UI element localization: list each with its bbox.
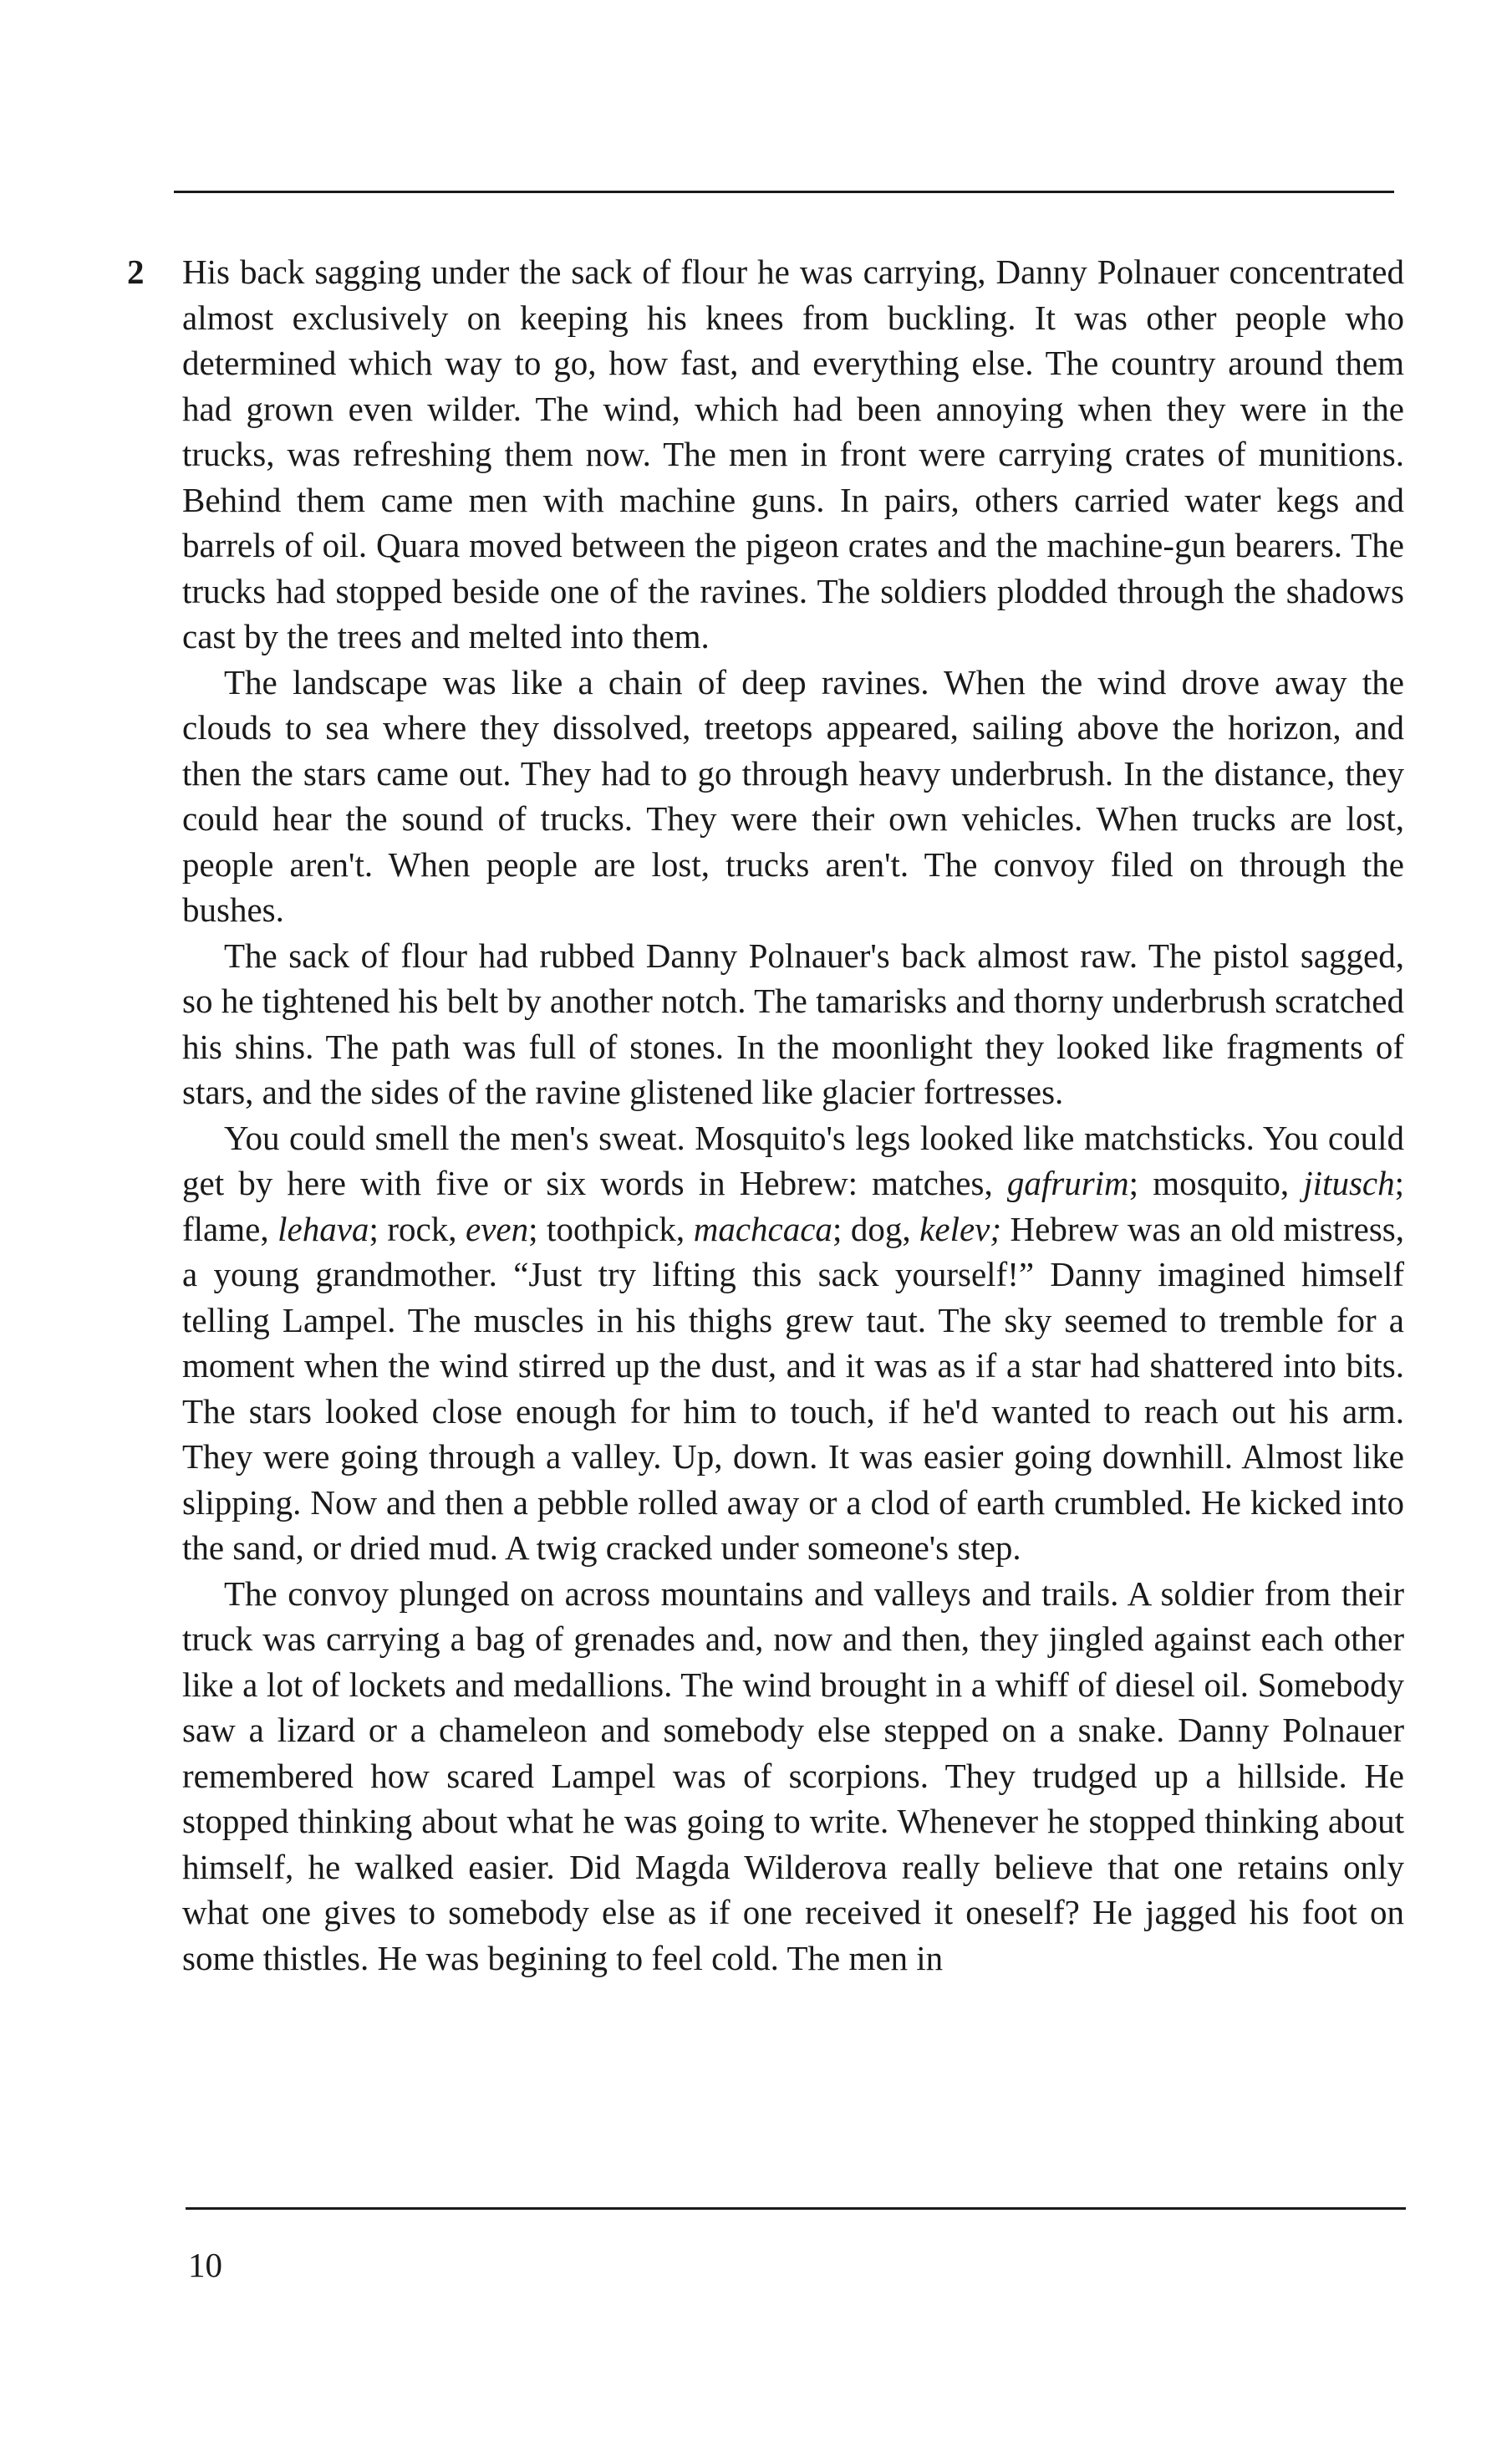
text-run: ; dog,	[832, 1209, 920, 1248]
text-run: ; toothpick,	[528, 1209, 694, 1248]
bottom-rule	[186, 2207, 1406, 2210]
hebrew-word: even	[466, 1209, 529, 1248]
text-run: Hebrew was an old mistress, a young grandmother. “Just try lifting this sack yourself!” Danny imagined himself telling Lampel. The muscles in his thighs grew taut. The sky seemed to tremble for a moment when the wind stirred up the dust, and it was as if a star had shattered into bits. The stars looked close enough for him to touch, if he'd wanted to reach out his arm. They were going through a valley. Up, down. It was easier going downhill. Almost like slipping. Now and then a pebble rolled away or a clod of earth crumbled. He kicked into the sand, or dried mud. A twig cracked under someone's step.	[182, 1209, 1404, 1567]
hebrew-word: lehava	[277, 1209, 369, 1248]
paragraph: The convoy plunged on across mountains and valleys and trails. A soldier from their truck was carrying a bag of grenades and, now and then, they jingled against each other like a lot of lockets and medallions. The wind brought in a whiff of diesel oil. Somebody saw a lizard or a chameleon and somebody else stepped on a snake. Danny Polnauer remembered how scared Lampel was of scorpions. They trudged up a hillside. He stopped thinking about what he was going to write. Whenever he stopped thinking about himself, he walked easier. Did Magda Wilderova really believe that one retains only what one gives to somebody else as if one received it oneself? He jagged his foot on some thistles. He was begining to feel cold. The men in	[182, 1573, 1404, 1977]
hebrew-word: kelev;	[919, 1209, 1002, 1248]
text-run: You could smell the men's sweat. Mosquito's legs looked like matchsticks. You could get by here with five or six words in Hebrew: matches,	[182, 1118, 1404, 1202]
hebrew-word: gafrurim	[1006, 1164, 1129, 1202]
paragraph	[182, 1115, 1404, 1571]
section-number: 2	[127, 252, 145, 291]
text-run: ; rock,	[369, 1209, 466, 1248]
hebrew-word: machcaca	[693, 1209, 832, 1248]
body-text	[182, 249, 1404, 1981]
paragraph: His back sagging under the sack of flour he was carrying, Danny Polnauer concentrated almost exclusively on keeping his knees from buckling. It was other people who determined which way to go, how fast, and everything else. The country around them had grown even wilder. The wind, which had been annoying when they were in the trucks, was refreshing them now. The men in front were carrying crates of munitions. Behind them came men with machine guns. In pairs, others carried water kegs and barrels of oil. Quara moved between the pigeon crates and the machine-gun bearers. The trucks had stopped beside one of the ravines. The soldiers plodded through the shadows cast by the trees and melted into them.	[182, 252, 1404, 655]
text-run: ; flame,	[182, 1164, 1404, 1248]
page-number: 10	[188, 2246, 222, 2284]
paragraph: The sack of flour had rubbed Danny Polnauer's back almost raw. The pistol sagged, so he tightened his belt by another notch. The tamarisks and thorny underbrush scratched his shins. The path was full of stones. In the moonlight they looked like fragments of stars, and the sides of the ravine glistened like glacier fortresses.	[182, 936, 1404, 1111]
hebrew-word: jitusch	[1303, 1164, 1395, 1202]
top-rule	[174, 191, 1394, 193]
text-run: ; mosquito,	[1128, 1164, 1304, 1202]
paragraph: The landscape was like a chain of deep ravines. When the wind drove away the clouds to sea where they dissolved, treetops appeared, sailing above the horizon, and then the stars came out. They had to go through heavy underbrush. In the distance, they could hear the sound of trucks. They were their own vehicles. When trucks are lost, people aren't. When people are lost, trucks aren't. The convoy filed on through the bushes.	[182, 662, 1404, 929]
